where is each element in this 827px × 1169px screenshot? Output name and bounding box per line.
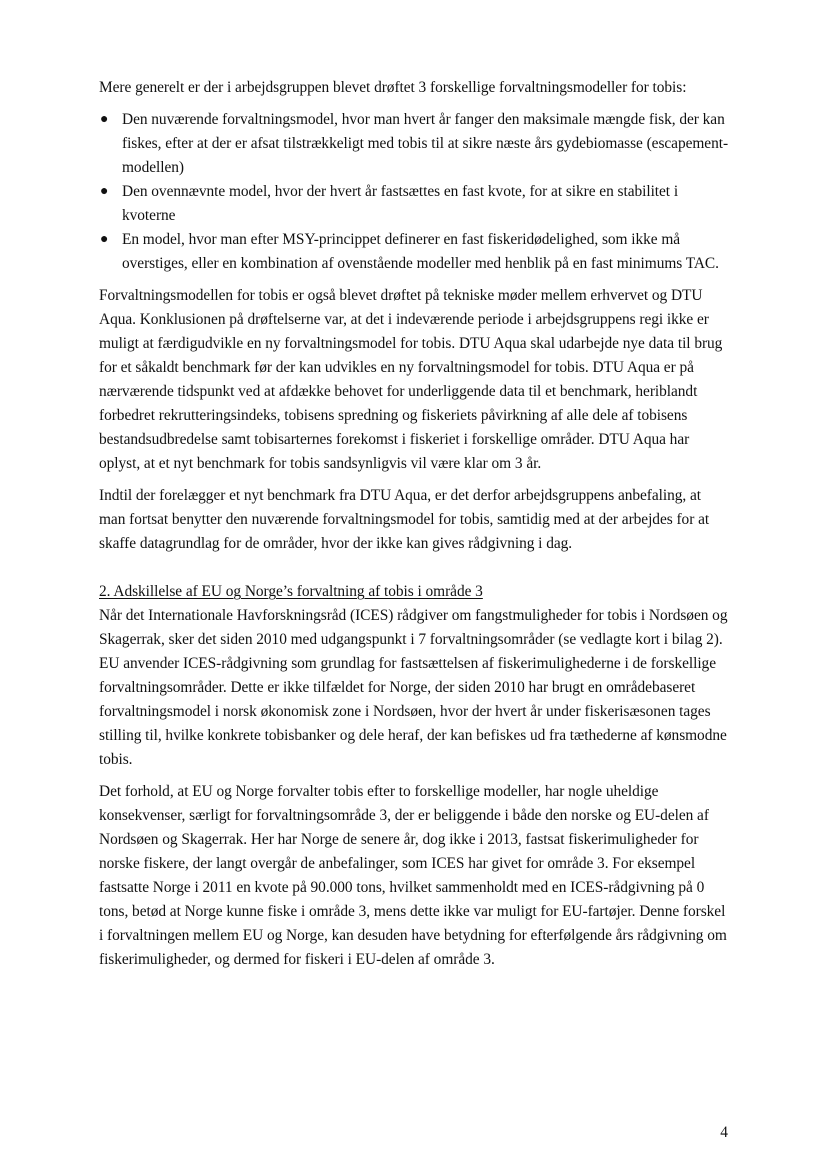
intro-paragraph: Mere generelt er der i arbejdsgruppen blevet drøftet 3 forskellige forvaltningsmodeller for tobis: xyxy=(99,79,687,96)
list-item-text: Den nuværende forvaltningsmodel, hvor man hvert år fanger den maksimale mængde fisk, der kan fiskes, efter at der er afsat tilstrækkeligt med tobis til at sikre næste års gydebiomasse (escapement-modellen) xyxy=(122,111,729,176)
list-item xyxy=(99,180,731,228)
list-item-text: Den ovennævnte model, hvor der hvert år fastsættes en fast kvote, for at sikre en stabilitet i kvoterne xyxy=(122,183,679,224)
bullet-icon: ● xyxy=(100,112,109,127)
list-item xyxy=(99,228,731,276)
paragraph-ices-advice: Når det Internationale Havforskningsråd (ICES) rådgiver om fangstmuligheder for tobis i Nordsøen og Skagerrak, sker det siden 2010 med udgangspunkt i 7 forvaltningsområder (se vedlagte kort i bilag 2). EU anvender ICES-rådgivning som grundlag for fastsættelsen af fiskerimulighederne i de forskellige forvaltningsområder. Dette er ikke tilfældet for Norge, der siden 2010 har brugt en områdebaseret forvaltningsmodel i norsk økonomisk zone i Nordsøen, hvor der hvert år under fiskerisæsonen tages stilling til, hvilke konkrete tobisbanker og dele heraf, der kan befiskes ud fra tæthederne af kønsmodne tobis. xyxy=(99,607,728,768)
section-spacer xyxy=(99,564,731,580)
model-bullet-list xyxy=(99,108,731,276)
document-page xyxy=(99,76,731,980)
paragraph-recommendation: Indtil der forelægger et nyt benchmark fra DTU Aqua, er det derfor arbejdsgruppens anbefaling, at man fortsat benytter den nuværende forvaltningsmodel for tobis, samtidig med at der arbejdes for at skaffe datagrundlag for de områder, hvor der ikke kan gives rådgivning i dag. xyxy=(99,487,710,552)
page-number: 4 xyxy=(720,1124,728,1141)
list-item-text: En model, hvor man efter MSY-princippet definerer en fast fiskeridødelighed, som ikke må overstiges, eller en kombination af ovenstående modeller med henblik på en fast minimums TAC. xyxy=(122,231,719,272)
paragraph-consequences: Det forhold, at EU og Norge forvalter tobis efter to forskellige modeller, har nogle uheldige konsekvenser, særligt for forvaltningsområde 3, der er beliggende i både den norske og EU-delen af Nordsøen og Skagerrak. Her har Norge de senere år, dog ikke i 2013, fastsat fiskerimuligheder for norske fiskere, der langt overgår de anbefalinger, som ICES har givet for område 3. For eksempel fastsatte Norge i 2011 en kvote på 90.000 tons, hvilket sammenholdt med en ICES-rådgivning på 0 tons, betød at Norge kunne fiske i område 3, mens dette ikke var muligt for EU-fartøjer. Denne forskel i forvaltningen mellem EU og Norge, kan desuden have betydning for efterfølgende års rådgivning om fiskerimuligheder, og dermed for fiskeri i EU-delen af område 3. xyxy=(99,783,727,968)
bullet-icon: ● xyxy=(100,232,109,247)
section-heading: 2. Adskillelse af EU og Norge’s forvaltning af tobis i område 3 xyxy=(99,583,483,600)
bullet-icon: ● xyxy=(100,184,109,199)
list-item xyxy=(99,108,731,180)
paragraph-benchmark: Forvaltningsmodellen for tobis er også blevet drøftet på tekniske møder mellem erhvervet og DTU Aqua. Konklusionen på drøftelserne var, at det i indeværende periode i arbejdsgruppens regi ikke er muligt at færdigudvikle en ny forvaltningsmodel for tobis. DTU Aqua skal udarbejde nye data til brug for et såkaldt benchmark før der kan udvikles en ny forvaltningsmodel for tobis. DTU Aqua er på nærværende tidspunkt ved at afdække behovet for underliggende data til et benchmark, heriblandt forbedret rekrutteringsindeks, tobisens spredning og fiskeriets påvirkning af alle dele af tobisens bestandsudbredelse samt tobisarternes forekomst i fiskeriet i forskellige områder. DTU Aqua har oplyst, at et nyt benchmark for tobis sandsynligvis vil være klar om 3 år. xyxy=(99,287,723,472)
